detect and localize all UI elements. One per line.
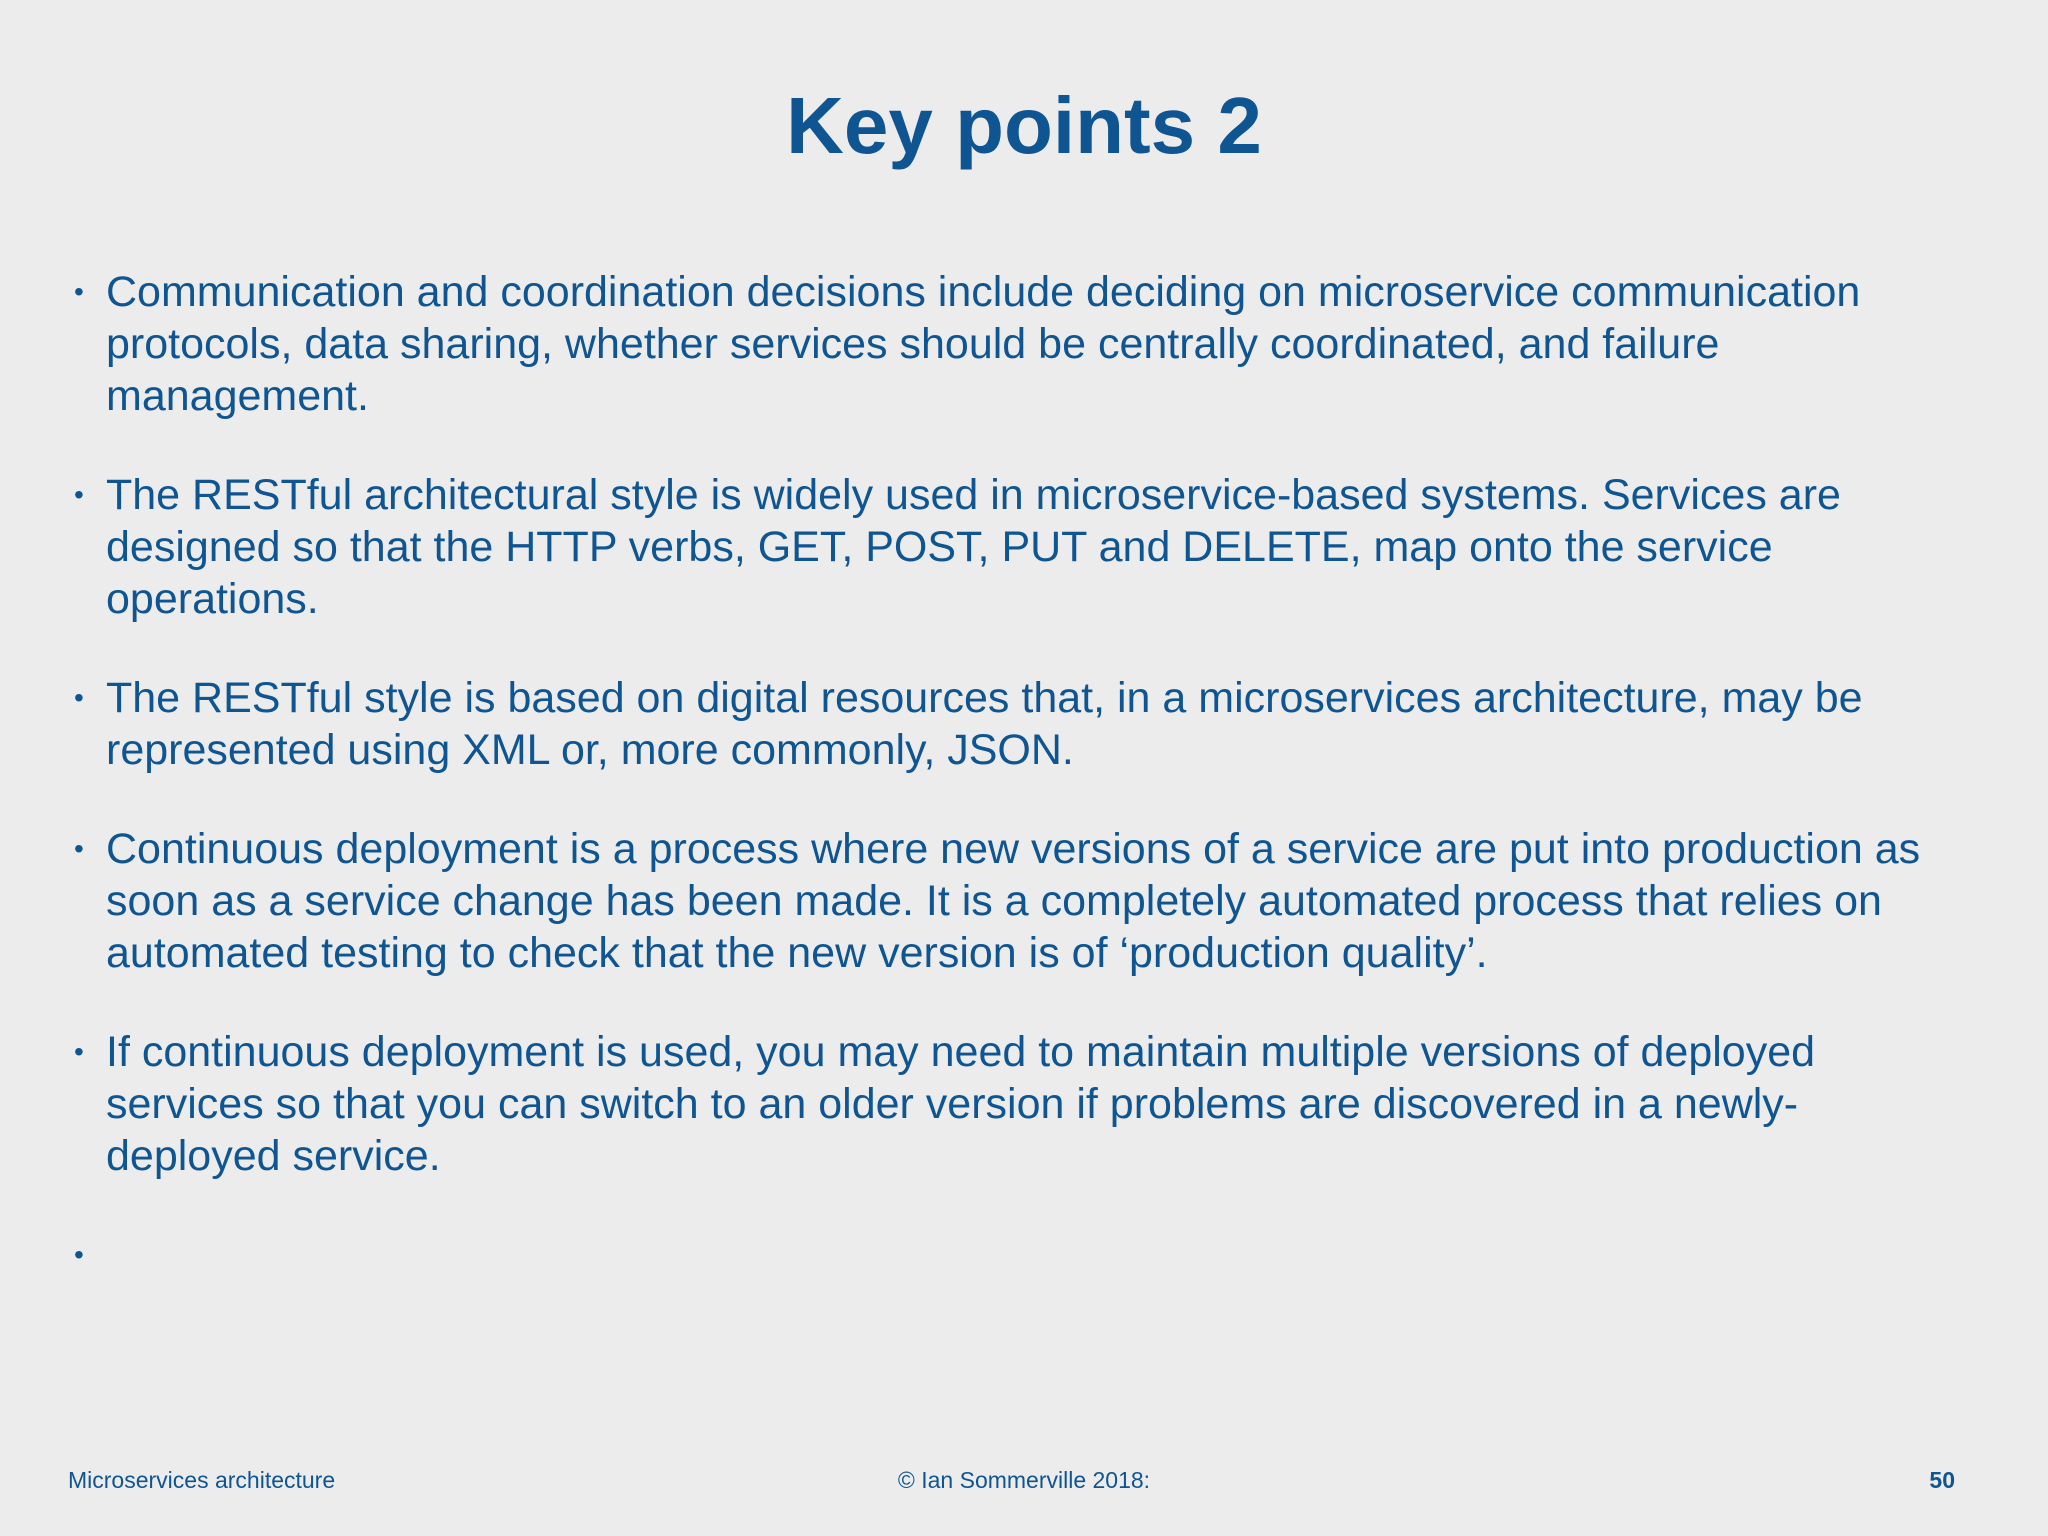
bullet-item — [70, 823, 1960, 979]
bullet-text: If continuous deployment is used, you may need to maintain multiple versions of deployed services so that you can switch to an older version if problems are discovered in a newly-deployed service. — [106, 1028, 1816, 1180]
bullet-text: Continuous deployment is a process where new versions of a service are put into production as soon as a service change has been made. It is a completely automated process that relies on automated testing to check that the new version is of ‘production quality’. — [106, 825, 1921, 977]
bullet-marker: • — [74, 1239, 84, 1270]
bullet-marker: • — [74, 479, 84, 510]
bullet-text: Communication and coordination decisions include deciding on microservice communication protocols, data sharing, whether services should be centrally coordinated, and failure management. — [106, 268, 1861, 420]
footer-copyright: © Ian Sommerville 2018: — [897, 1467, 1151, 1493]
slide-title: Key points 2 — [786, 81, 1262, 170]
bullet-text: The RESTful style is based on digital resources that, in a microservices architecture, may be represented using XML or, more commonly, JSON. — [106, 674, 1863, 774]
bullet-item-empty — [70, 1229, 1960, 1281]
bullet-marker: • — [74, 833, 84, 864]
bullet-item — [70, 266, 1960, 422]
bullet-marker: • — [74, 276, 84, 307]
bullet-item — [70, 469, 1960, 625]
bullet-list — [70, 266, 1960, 1328]
bullet-text: The RESTful architectural style is widely used in microservice-based systems. Services are designed so that the HTTP verbs, GET, POST, PUT and DELETE, map onto the service operations. — [106, 471, 1841, 623]
bullet-marker: • — [74, 1036, 84, 1067]
bullet-item — [70, 672, 1960, 776]
page-number: 50 — [1929, 1467, 1955, 1493]
bullet-marker: • — [74, 682, 84, 713]
bullet-item — [70, 1026, 1960, 1182]
footer-course-title: Microservices architecture — [68, 1467, 336, 1493]
